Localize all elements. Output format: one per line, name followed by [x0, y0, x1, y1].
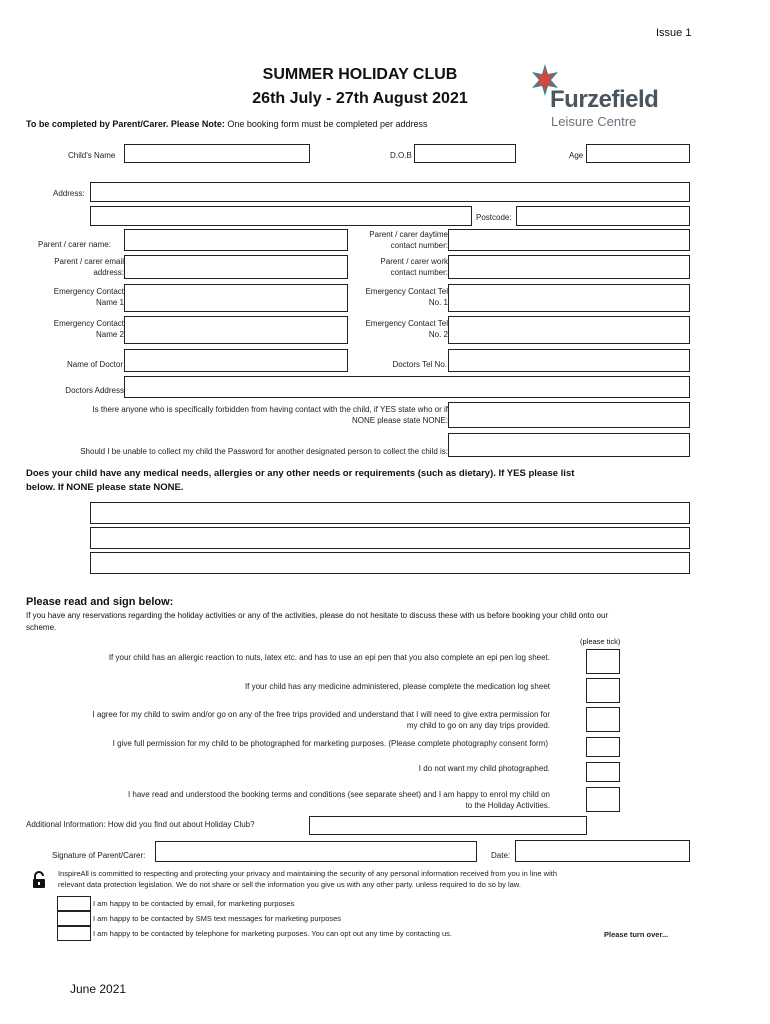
parent-email-field[interactable]	[124, 255, 348, 279]
privacy-text-1: InspireAll is committed to respecting and protecting your privacy and maintaining the security of any personal information received from you in line with	[58, 869, 557, 878]
consent-swim-text-1: I agree for my child to swim and/or go on any of the free trips provided and understand that I will need to give extra permission for	[92, 710, 550, 719]
privacy-text-2: relevant data protection legislation. We do not share or sell the information you give us with any other party. unless required to do so by law.	[58, 880, 521, 889]
tick-no-photo[interactable]	[586, 762, 620, 782]
consent-phone-checkbox[interactable]	[57, 926, 91, 941]
padlock-icon	[32, 871, 46, 889]
emergency-name1-label-1: Emergency Contact	[53, 287, 124, 296]
doctor-tel-field[interactable]	[448, 349, 690, 372]
postcode-label: Postcode:	[476, 213, 512, 222]
forbidden-label-1: Is there anyone who is specifically forbidden from having contact with the child, if YES state who or if	[92, 405, 448, 414]
sign-intro-2: scheme.	[26, 623, 57, 632]
turn-over-label: Please turn over...	[604, 930, 669, 939]
forbidden-field[interactable]	[448, 402, 690, 428]
address-field-1[interactable]	[90, 182, 690, 202]
emergency-tel1-label-2: No. 1	[428, 298, 448, 307]
consent-email-text: I am happy to be contacted by email, for marketing purposes	[93, 899, 295, 908]
emergency-name1-field[interactable]	[124, 284, 348, 312]
intro-line	[26, 119, 428, 129]
child-name-label: Child's Name	[68, 151, 116, 160]
tick-terms[interactable]	[586, 787, 620, 812]
doctor-name-label: Name of Doctor	[66, 360, 123, 369]
parent-work-field[interactable]	[448, 255, 690, 279]
dob-field[interactable]	[414, 144, 516, 163]
emergency-tel1-label-1: Emergency Contact Tel	[365, 287, 448, 296]
additional-info-label: Additional Information: How did you find out about Holiday Club?	[26, 820, 255, 829]
parent-daytime-label-2: contact number:	[390, 241, 448, 250]
age-field[interactable]	[586, 144, 690, 163]
medical-field-1[interactable]	[90, 502, 690, 524]
tick-medicine[interactable]	[586, 678, 620, 703]
dob-label: D.O.B	[390, 151, 412, 160]
doctor-address-field[interactable]	[124, 376, 690, 398]
parent-email-label-2: address:	[93, 268, 124, 277]
consent-email-checkbox[interactable]	[57, 896, 91, 911]
footer-date: June 2021	[70, 982, 127, 996]
logo-name: Furzefield	[550, 86, 659, 113]
emergency-name2-label-2: Name 2	[95, 330, 124, 339]
parent-name-label: Parent / carer name:	[38, 240, 111, 249]
intro-bold: To be completed by Parent/Carer. Please Note:	[26, 119, 225, 129]
signature-label: Signature of Parent/Carer:	[52, 851, 146, 860]
consent-sms-checkbox[interactable]	[57, 911, 91, 926]
form-title-line1: SUMMER HOLIDAY CLUB	[262, 66, 458, 83]
address-field-2[interactable]	[90, 206, 472, 226]
parent-work-label-2: contact number:	[390, 268, 448, 277]
emergency-tel1-field[interactable]	[448, 284, 690, 312]
signature-field[interactable]	[155, 841, 477, 862]
logo-sub: Leisure Centre	[551, 114, 637, 129]
consent-sms-text: I am happy to be contacted by SMS text messages for marketing purposes	[93, 914, 342, 923]
doctor-name-field[interactable]	[124, 349, 348, 372]
age-label: Age	[569, 151, 584, 160]
parent-email-label-1: Parent / carer email	[54, 257, 124, 266]
consent-terms-text-2: to the Holiday Activities.	[465, 801, 550, 810]
emergency-name2-label-1: Emergency Contact	[53, 319, 124, 328]
forbidden-label-2: NONE please state NONE:	[351, 416, 448, 425]
consent-medicine-text: If your child has any medicine administered, please complete the medication log sheet	[244, 682, 550, 691]
intro-normal: One booking form must be completed per address	[224, 119, 428, 129]
emergency-tel2-label-1: Emergency Contact Tel	[365, 319, 448, 328]
consent-phone-text: I am happy to be contacted by telephone for marketing purposes. You can opt out any time by contacting us.	[93, 929, 452, 938]
emergency-tel2-field[interactable]	[448, 316, 690, 344]
consent-terms-text-1: I have read and understood the booking terms and conditions (see separate sheet) and I am happy to enrol my child on	[127, 790, 550, 799]
furzefield-logo	[530, 64, 680, 134]
form-title-line2: 26th July - 27th August 2021	[252, 90, 468, 107]
medical-field-3[interactable]	[90, 552, 690, 574]
emergency-name1-label-2: Name 1	[95, 298, 124, 307]
tick-photo[interactable]	[586, 737, 620, 757]
sign-intro-1: If you have any reservations regarding the holiday activities or any of the activities, please do not hesitate to discuss these with us before booking your child onto our	[26, 611, 609, 620]
address-label: Address:	[53, 189, 85, 198]
tick-epipen[interactable]	[586, 649, 620, 674]
medical-question-2: below. If NONE please state NONE.	[26, 482, 184, 493]
date-label: Date:	[491, 851, 511, 860]
doctor-tel-label: Doctors Tel No.	[392, 360, 447, 369]
parent-daytime-field[interactable]	[448, 229, 690, 251]
issue-label: Issue 1	[656, 27, 692, 39]
tick-swim[interactable]	[586, 707, 620, 732]
password-label: Should I be unable to collect my child the Password for another designated person to collect the child is:	[80, 447, 448, 456]
child-name-field[interactable]	[124, 144, 310, 163]
sign-heading: Please read and sign below:	[26, 596, 174, 608]
parent-name-field[interactable]	[124, 229, 348, 251]
consent-no-photo-text: I do not want my child photographed.	[418, 764, 550, 773]
parent-work-label-1: Parent / carer work	[380, 257, 448, 266]
postcode-field[interactable]	[516, 206, 690, 226]
please-tick-label: (please tick)	[580, 637, 621, 646]
parent-daytime-label-1: Parent / carer daytime	[369, 230, 448, 239]
consent-epipen-text: If your child has an allergic reaction to nuts, latex etc. and has to use an epi pen that you also complete an epi pen log sheet.	[108, 653, 550, 662]
date-field[interactable]	[515, 840, 690, 862]
consent-swim-text-2: my child to go on any day trips provided.	[406, 721, 550, 730]
consent-photo-text: I give full permission for my child to be photographed for marketing purposes. (Please complete photography consent form)	[112, 739, 548, 748]
medical-field-2[interactable]	[90, 527, 690, 549]
medical-question-1: Does your child have any medical needs, allergies or any other needs or requirements (such as dietary). If YES please list	[26, 468, 575, 479]
emergency-tel2-label-2: No. 2	[428, 330, 448, 339]
doctor-address-label: Doctors Address	[65, 386, 124, 395]
additional-info-field[interactable]	[309, 816, 587, 835]
password-field[interactable]	[448, 433, 690, 457]
emergency-name2-field[interactable]	[124, 316, 348, 344]
